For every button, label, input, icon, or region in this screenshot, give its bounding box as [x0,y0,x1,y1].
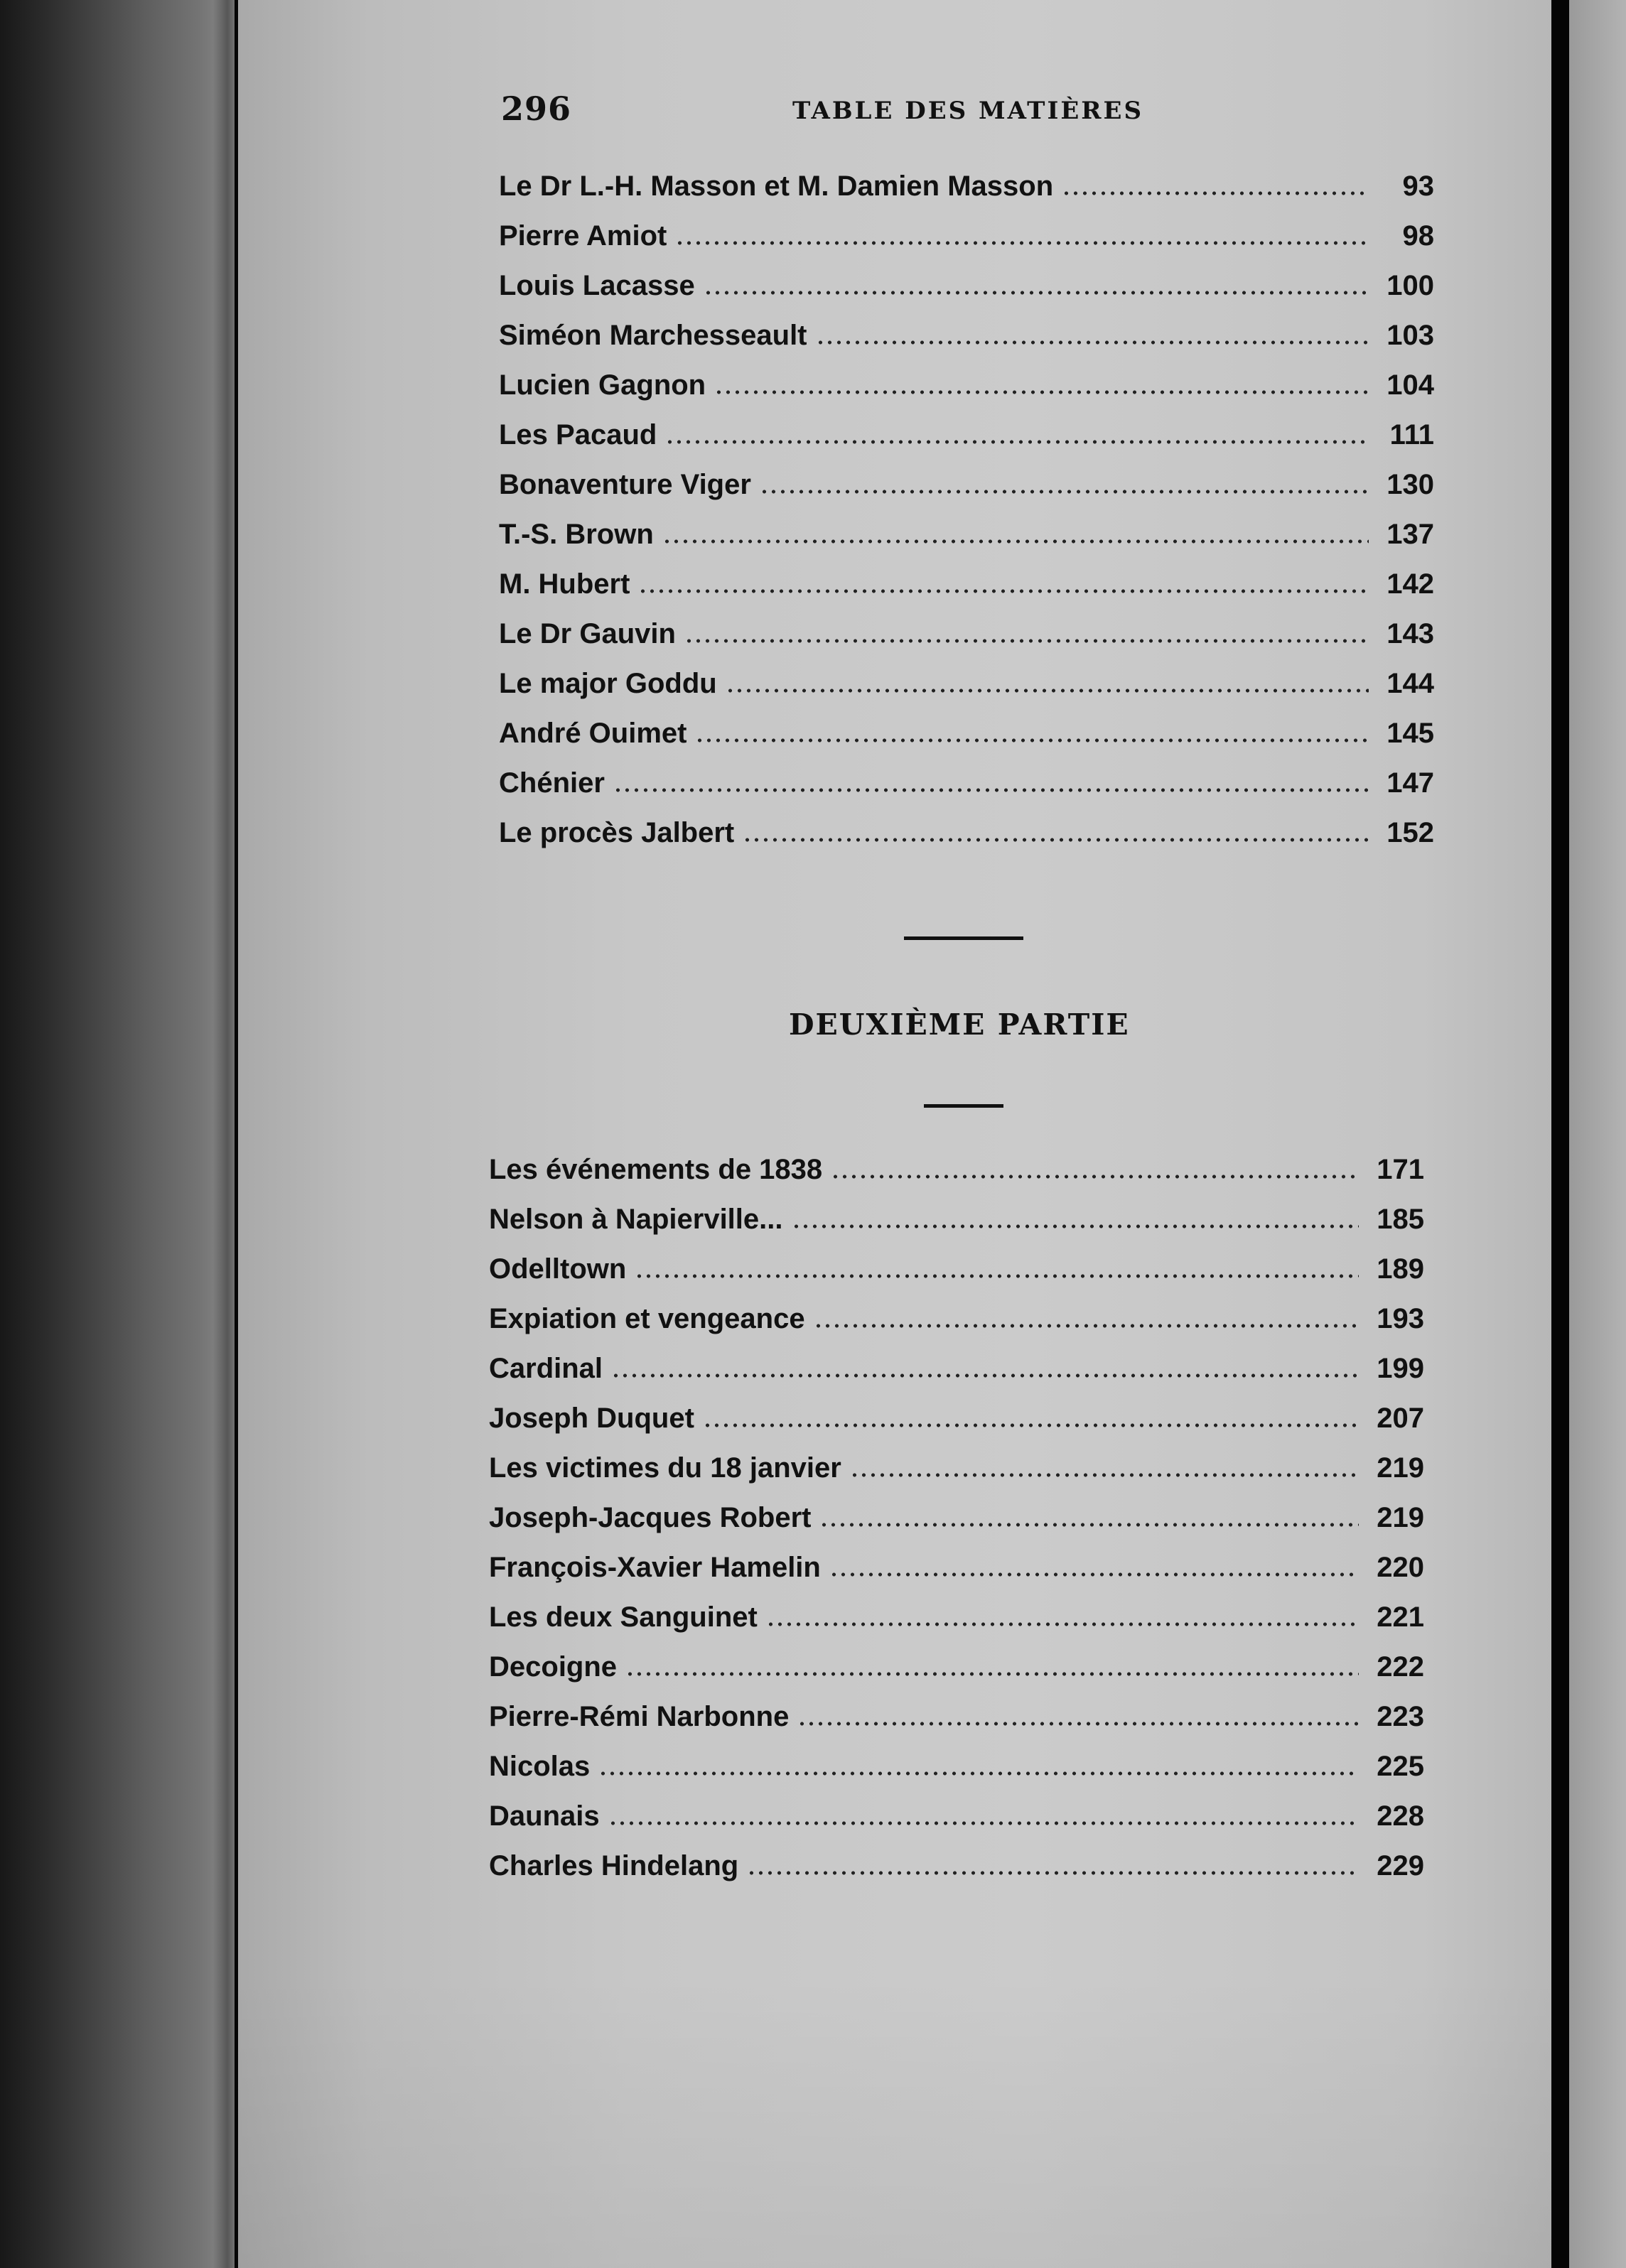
dot-leader [684,639,1369,643]
toc-entry-page: 199 [1377,1353,1424,1384]
toc-entry-page: 111 [1389,419,1434,450]
toc-entry-title: Le Dr Gauvin [499,618,676,649]
toc-entry [489,1253,1424,1296]
toc-entry [489,1850,1424,1893]
toc-entry [489,1701,1424,1744]
toc-entry [499,519,1434,561]
toc-entry-title: Nicolas [489,1751,591,1782]
toc-entry-page: 228 [1377,1800,1424,1832]
toc-entry-title: Charles Hindelang [489,1850,739,1881]
dot-leader [613,788,1369,792]
toc-entry-page: 229 [1377,1850,1424,1881]
toc-entry-page: 137 [1387,519,1434,550]
toc-entry [499,767,1434,810]
toc-entry [489,1502,1424,1545]
toc-entry [499,618,1434,661]
toc-entry [489,1751,1424,1793]
toc-entry-page: 152 [1387,817,1434,848]
part-heading: DEUXIÈME PARTIE [789,1008,1130,1042]
toc-entry-title: Cardinal [489,1353,603,1384]
dot-leader [747,1871,1359,1875]
toc-entry-title: Le major Goddu [499,668,717,699]
dot-leader [714,390,1369,394]
toc-entry [499,568,1434,611]
toc-entry [499,419,1434,462]
toc-entry [499,220,1434,263]
dot-leader [625,1672,1359,1676]
toc-entry-page: 144 [1387,668,1434,699]
toc-entry [489,1303,1424,1346]
facing-page-edge [1569,0,1626,2268]
toc-entry-page: 223 [1377,1701,1424,1732]
toc-entry-title: Chénier [499,767,605,799]
toc-entry-page: 130 [1387,469,1434,500]
toc-entry [489,1651,1424,1694]
toc-entry-title: André Ouimet [499,718,687,749]
dot-leader [726,688,1369,693]
toc-entry-page: 147 [1387,767,1434,799]
toc-entry [499,668,1434,711]
toc-entry-title: Joseph Duquet [489,1403,694,1434]
dot-leader [766,1622,1359,1626]
book-spine [0,0,235,2268]
dot-leader [675,241,1369,245]
dot-leader [662,539,1369,544]
toc-entry-title: Siméon Marchesseault [499,320,807,351]
toc-entry-title: Les Pacaud [499,419,657,450]
dot-leader [608,1821,1359,1825]
toc-entry-title: T.-S. Brown [499,519,654,550]
dot-leader [816,340,1369,345]
toc-entry-title: Joseph-Jacques Robert [489,1502,812,1533]
toc-entry-title: Daunais [489,1800,600,1832]
toc-entry [489,1154,1424,1197]
dot-leader [703,1423,1359,1427]
toc-entry-page: 142 [1387,568,1434,600]
dot-leader [829,1572,1359,1577]
spine-shadow [213,0,242,2268]
toc-entry-page: 171 [1377,1154,1424,1185]
toc-entry-title: Le Dr L.-H. Masson et M. Damien Masson [499,171,1054,202]
dot-leader [792,1224,1360,1228]
toc-entry-page: 143 [1387,618,1434,649]
toc-entry [489,1403,1424,1445]
toc-entry-title: M. Hubert [499,568,630,600]
dot-leader [760,490,1369,494]
dot-leader [598,1771,1359,1776]
running-head: TABLE DES MATIÈRES [792,97,1144,125]
page-shadow [238,1975,1551,2268]
toc-entry-title: Bonaventure Viger [499,469,751,500]
toc-entry-page: 207 [1377,1403,1424,1434]
toc-entry [499,270,1434,313]
toc-entry-page: 100 [1387,270,1434,301]
toc-entry [499,171,1434,213]
toc-entry [489,1552,1424,1594]
toc-entry-title: Les victimes du 18 janvier [489,1452,841,1484]
toc-entry-title: Louis Lacasse [499,270,695,301]
dot-leader [695,738,1369,742]
toc-entry-page: 222 [1377,1651,1424,1683]
toc-entry [489,1452,1424,1495]
toc-entry-page: 220 [1377,1552,1424,1583]
toc-entry-page: 225 [1377,1751,1424,1782]
toc-entry [499,718,1434,760]
dot-leader [819,1523,1359,1527]
dot-leader [743,838,1369,842]
toc-entry-title: Pierre Amiot [499,220,667,252]
toc-entry [489,1204,1424,1246]
toc-entry-page: 219 [1377,1502,1424,1533]
toc-entry [499,369,1434,412]
toc-entry-title: Les deux Sanguinet [489,1602,758,1633]
section-divider-top [904,936,1023,940]
toc-entry-page: 185 [1377,1204,1424,1235]
toc-entry-page: 104 [1387,369,1434,401]
toc-entry [489,1353,1424,1395]
toc-entry-page: 103 [1387,320,1434,351]
toc-entry-page: 219 [1377,1452,1424,1484]
toc-entry [499,469,1434,512]
toc-entry-title: Pierre-Rémi Narbonne [489,1701,790,1732]
dot-leader [665,440,1369,444]
toc-entry-title: François-Xavier Hamelin [489,1552,821,1583]
toc-entry-title: Le procès Jalbert [499,817,735,848]
toc-entry-title: Expiation et vengeance [489,1303,805,1334]
toc-entry [499,320,1434,362]
toc-entry-page: 221 [1377,1602,1424,1633]
toc-entry [489,1602,1424,1644]
section-divider-bottom [924,1104,1003,1108]
dot-leader [814,1324,1359,1328]
page-header [501,90,1439,146]
toc-entry-page: 98 [1402,220,1434,252]
toc-entry-title: Nelson à Napierville... [489,1204,783,1235]
dot-leader [831,1174,1359,1179]
toc-entry-title: Odelltown [489,1253,627,1285]
dot-leader [704,291,1369,295]
dot-leader [611,1373,1359,1378]
dot-leader [850,1473,1359,1477]
toc-entry-page: 193 [1377,1303,1424,1334]
toc-entry-page: 189 [1377,1253,1424,1285]
page-number: 296 [501,90,572,128]
toc-entry-page: 93 [1402,171,1434,202]
dot-leader [1062,191,1369,195]
toc-entry [499,817,1434,860]
toc-entry-page: 145 [1387,718,1434,749]
toc-entry-title: Lucien Gagnon [499,369,706,401]
dot-leader [797,1722,1359,1726]
toc-entry-title: Les événements de 1838 [489,1154,823,1185]
toc-entry [489,1800,1424,1843]
dot-leader [635,1274,1359,1278]
page-gutter [1551,0,1569,2268]
dot-leader [638,589,1369,593]
toc-entry-title: Decoigne [489,1651,618,1683]
